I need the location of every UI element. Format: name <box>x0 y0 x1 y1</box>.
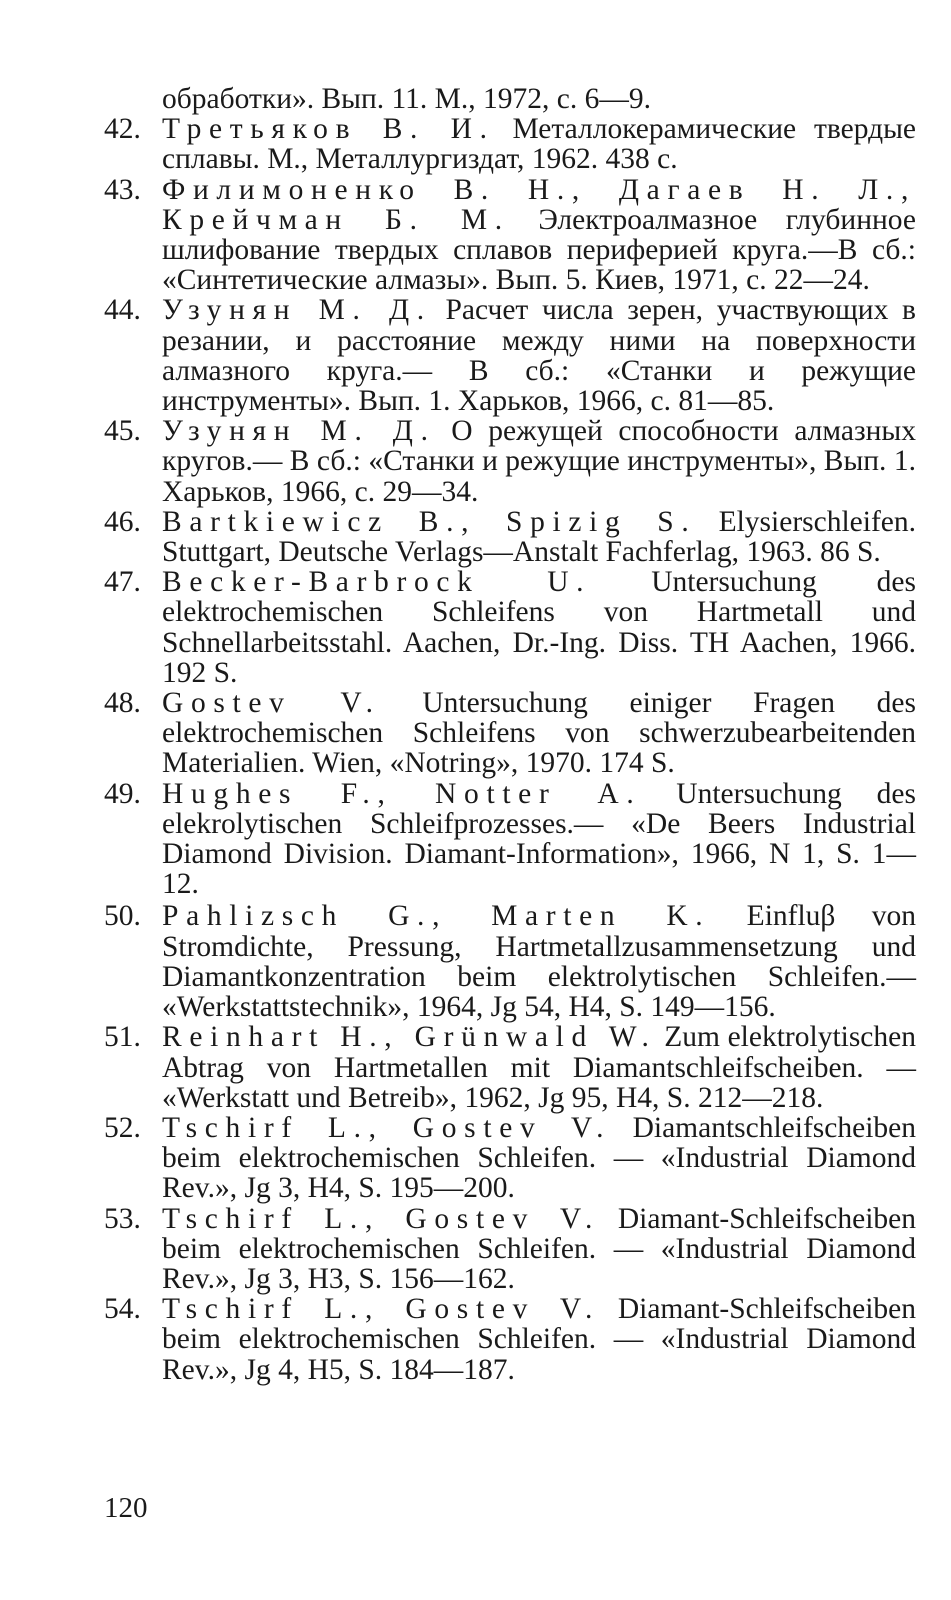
reference-text: О режущей способности алмазных кругов.— В сб.: «Станки и режущие инструменты», Вып. 1. Харьков, 1966, с. 29—34. <box>162 415 916 508</box>
reference-item-47 <box>104 567 916 688</box>
reference-text: Электроалмазное глубинное шлифование твердых сплавов периферией круга.—В сб.: «Синтетические алмазы». Вып. 5. Киев, 1971, с. 22—24. <box>162 203 916 297</box>
reference-number: 50. <box>104 900 141 933</box>
reference-text: Расчет числа зерен, участвующих в резании, и расстояние между ними на поверхности алмазного круга.— В сб.: «Станки и режущие инструменты». Вып. 1. Харьков, 1966, с. 81—85. <box>162 294 916 418</box>
reference-text: Untersuchung des elekrolytischen Schleifprozesses.— «De Beers Industrial Diamond Division. Diamant-Information», 1966, N 1, S. 1—12. <box>162 777 916 901</box>
reference-number: 42. <box>104 113 141 146</box>
reference-item-52 <box>104 1113 916 1204</box>
reference-text: Diamant-Schleifscheiben beim elektrochemischen Schleifen. — «Industrial Diamond Rev.», Jg 3, H3, S. 156—162. <box>162 1202 916 1295</box>
reference-author: Узунян М. Д. <box>162 415 436 448</box>
reference-author: Tschirf L., Gostev V. <box>162 1202 601 1235</box>
reference-text: Металлокерамические твердые сплавы. М., Металлургиздат, 1962. 438 с. <box>162 113 917 176</box>
reference-number: 48. <box>104 687 141 720</box>
reference-number: 45. <box>104 415 141 448</box>
reference-author: Hughes F., Notter A. <box>162 777 642 810</box>
reference-number: 51. <box>104 1021 141 1054</box>
reference-item-45 <box>104 416 916 507</box>
reference-text: обработки». Вып. 11. М., 1972, с. 6—9. <box>162 83 651 115</box>
reference-item-46 <box>104 507 916 567</box>
reference-list <box>104 84 916 1385</box>
reference-author: Gostev V. <box>162 687 381 720</box>
reference-item-51 <box>104 1022 916 1113</box>
reference-author: Филимоненко В. Н., Дагаев Н. Л., Крейчман Б. М. <box>162 173 916 236</box>
reference-text: Diamant-Schleifscheiben beim elektrochemischen Schleifen. — «Industrial Diamond Rev.», Jg 4, H5, S. 184—187. <box>162 1293 916 1386</box>
reference-number: 43. <box>104 173 141 206</box>
reference-item-53 <box>104 1204 916 1295</box>
reference-author: Reinhart H., Grünwald W. <box>162 1021 657 1054</box>
reference-author: Bartkiewicz B., Spizig S. <box>162 505 697 538</box>
reference-item-42 <box>104 114 916 174</box>
page-number: 120 <box>104 1492 148 1524</box>
reference-number: 47. <box>104 566 141 599</box>
reference-text: Untersuchung des elektrochemischen Schleifens von Hartmetall und Schnellarbeitsstahl. Aachen, Dr.-Ing. Diss. TH Aachen, 1966. 192 S. <box>162 566 916 689</box>
reference-author: Третьяков В. И. <box>162 113 495 146</box>
reference-item-50 <box>104 901 916 1022</box>
reference-number: 53. <box>104 1202 141 1235</box>
reference-author: Becker-Barbrock U. <box>162 566 592 599</box>
reference-author: Pahlizsch G., Marten K. <box>162 900 711 933</box>
reference-item-41-continuation <box>104 84 916 114</box>
reference-number: 44. <box>104 294 141 327</box>
reference-item-48 <box>104 688 916 779</box>
reference-author: Узунян М. Д. <box>162 294 432 327</box>
reference-item-44 <box>104 295 916 416</box>
reference-item-43 <box>104 175 916 296</box>
reference-item-54 <box>104 1294 916 1385</box>
reference-text: Einfluβ von Stromdichte, Pressung, Hartmetallzusammensetzung und Diamantkonzentration beim elektrolytischen Schleifen.— «Werkstattstechnik», 1964, Jg 54, H4, S. 149—156. <box>162 900 916 1024</box>
reference-author: Tschirf L., Gostev V. <box>162 1293 601 1326</box>
reference-number: 54. <box>104 1293 141 1326</box>
reference-number: 46. <box>104 505 141 538</box>
reference-text: Elysierschleifen. Stuttgart, Deutsche Verlags—Anstalt Fachferlag, 1963. 86 S. <box>162 505 916 569</box>
reference-text: Zum elektrolytischen Abtrag von Hartmetallen mit Diamantschleifscheiben. — «Werkstatt und Betreib», 1962, Jg 95, H4, S. 212—218. <box>162 1021 916 1114</box>
reference-author: Tschirf L., Gostev V. <box>162 1111 612 1144</box>
reference-text: Diamantschleifscheiben beim elektrochemischen Schleifen. — «Industrial Diamond Rev.», Jg 3, H4, S. 195—200. <box>162 1111 916 1205</box>
reference-number: 49. <box>104 777 141 810</box>
reference-number: 52. <box>104 1111 141 1144</box>
reference-item-49 <box>104 779 916 900</box>
reference-text: Untersuchung einiger Fragen des elektrochemischen Schleifens von schwerzubearbeitenden Materialien. Wien, «Notring», 1970. 174 S. <box>162 687 917 780</box>
